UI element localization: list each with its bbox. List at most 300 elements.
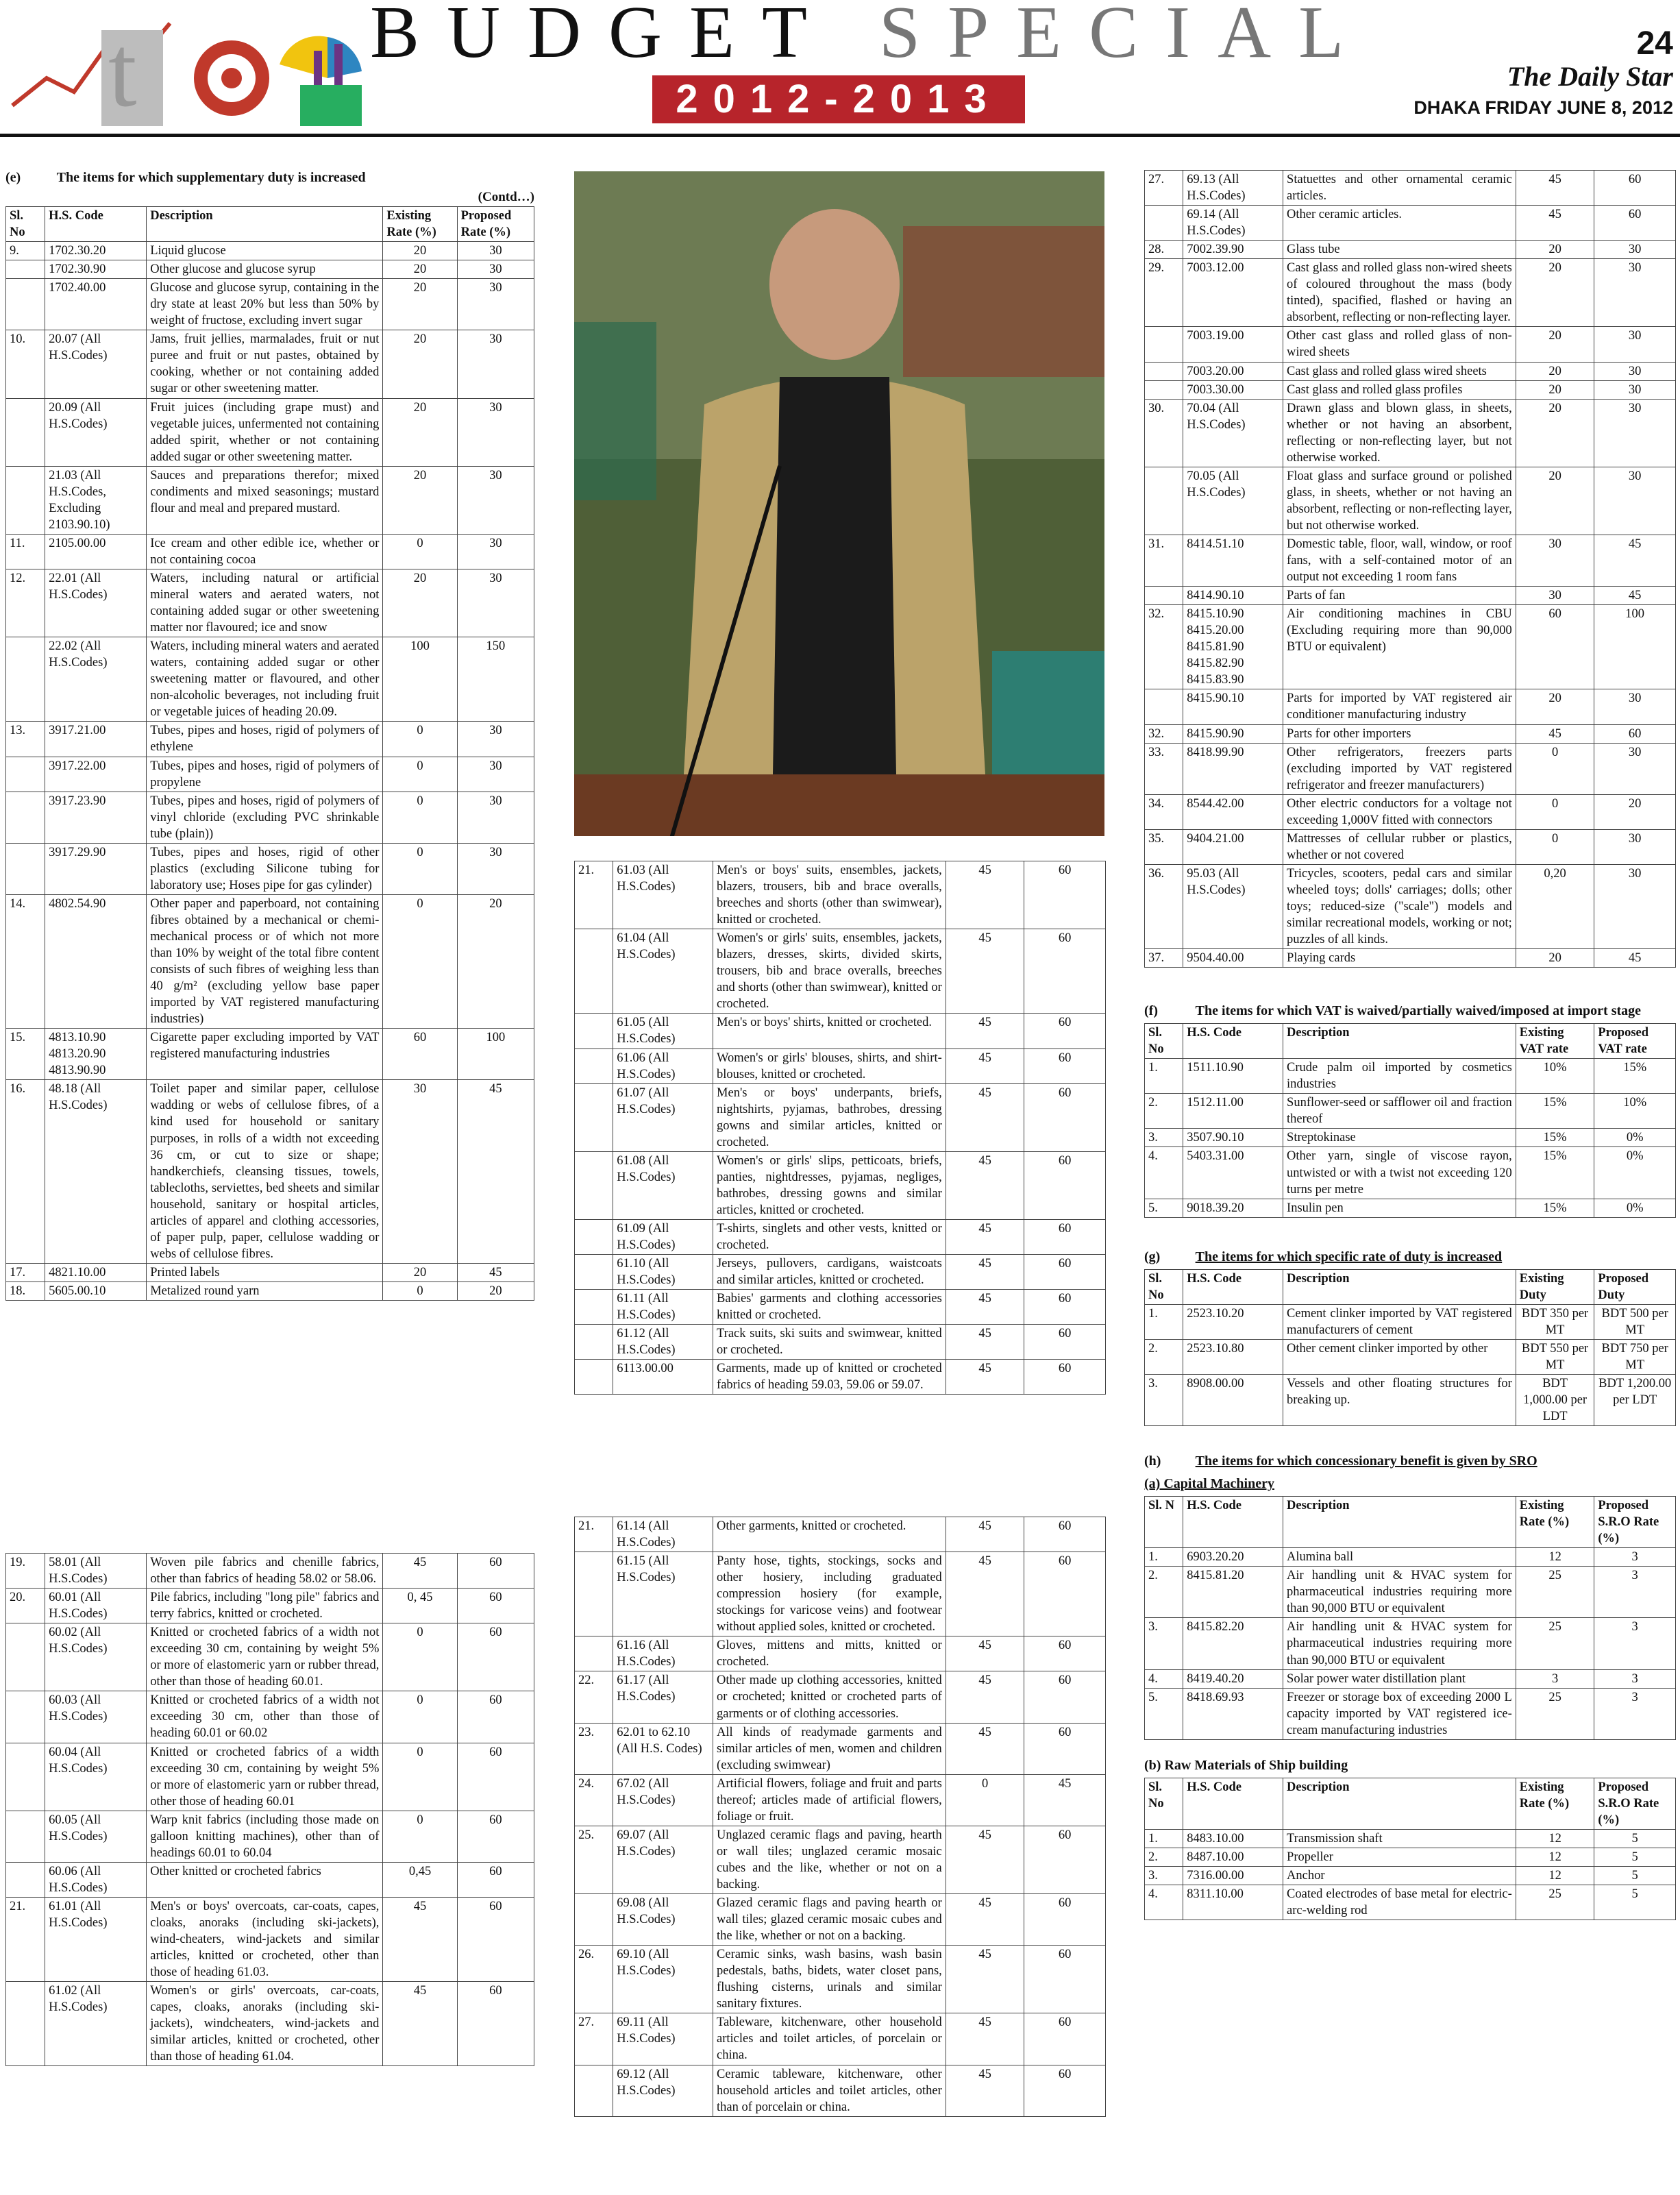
- description-cell: Jams, fruit jellies, marmalades, fruit or nut puree and fruit or nut pastes, obtained by cooking, whether or not containing added sugar or other sweetening matter.: [147, 330, 383, 398]
- serial-cell: [575, 1290, 613, 1325]
- hs-code-cell: 22.02 (All H.S.Codes): [45, 637, 147, 722]
- table-row: [1145, 743, 1676, 794]
- hs-code-cell: 69.13 (All H.S.Codes): [1183, 171, 1283, 206]
- serial-cell: [6, 466, 45, 534]
- page-number: 24: [1636, 25, 1673, 62]
- existing-rate-cell: 20: [383, 569, 457, 637]
- proposed-rate-cell: 60: [1594, 724, 1676, 743]
- hs-code-cell: 69.12 (All H.S.Codes): [613, 2065, 713, 2116]
- description-cell: Unglazed ceramic flags and paving, hearth or wall tiles; unglazed ceramic mosaic cubes and the like, whether or not on a backing.: [713, 1826, 946, 1893]
- proposed-rate-cell: 60: [457, 1897, 534, 1981]
- serial-cell: [575, 1083, 613, 1151]
- serial-cell: 1.: [1145, 1548, 1183, 1567]
- serial-cell: 5.: [1145, 1688, 1183, 1739]
- description-cell: Coated electrodes of base metal for electric-arc-welding rod: [1283, 1885, 1516, 1920]
- masthead: [0, 0, 1680, 137]
- hs-code-cell: 60.03 (All H.S.Codes): [45, 1691, 147, 1743]
- serial-cell: [1145, 689, 1183, 724]
- proposed-rate-cell: 0%: [1594, 1199, 1676, 1217]
- hs-code-cell: 5403.31.00: [1183, 1147, 1283, 1199]
- existing-rate-cell: 15%: [1516, 1199, 1594, 1217]
- hs-code-cell: 8311.10.00: [1183, 1885, 1283, 1920]
- hs-code-cell: 61.12 (All H.S.Codes): [613, 1325, 713, 1360]
- proposed-rate-cell: BDT 1,200.00 per LDT: [1594, 1374, 1676, 1425]
- table-row: [1145, 380, 1676, 399]
- table-row: [575, 1151, 1106, 1219]
- existing-rate-cell: 20: [383, 330, 457, 398]
- proposed-rate-cell: 30: [457, 722, 534, 757]
- proposed-rate-cell: 60: [457, 1811, 534, 1862]
- proposed-rate-cell: 60: [1024, 2065, 1106, 2116]
- proposed-rate-cell: 45: [457, 1263, 534, 1282]
- hs-code-cell: 8414.90.10: [1183, 587, 1283, 605]
- table-row: [575, 2013, 1106, 2065]
- table-row: [1145, 1669, 1676, 1688]
- description-cell: Other cast glass and rolled glass of non-wired sheets: [1283, 327, 1516, 362]
- description-cell: Cement clinker imported by VAT registered manufacturers of cement: [1283, 1304, 1516, 1339]
- table-row: [6, 1554, 534, 1589]
- hs-code-cell: 4802.54.90: [45, 894, 147, 1028]
- description-cell: Panty hose, tights, stockings, socks and other hosiery, including graduated compression hosiery (for example, stockings for varicose veins) and footwear without applied soles, knitted or crocheted.: [713, 1552, 946, 1636]
- table-row: [575, 1325, 1106, 1360]
- description-cell: Glazed ceramic flags and paving hearth or wall tiles; glazed ceramic mosaic cubes and the like, whether or not on a backing.: [713, 1894, 946, 1946]
- description-cell: Sunflower-seed or safflower oil and fraction thereof: [1283, 1094, 1516, 1129]
- serial-cell: 19.: [6, 1554, 45, 1589]
- hs-code-cell: 8483.10.00: [1183, 1829, 1283, 1848]
- table-header-row: [1145, 1024, 1676, 1059]
- column-header: Sl. No: [1145, 1269, 1183, 1304]
- table-row: [1145, 535, 1676, 586]
- proposed-rate-cell: 30: [1594, 829, 1676, 864]
- proposed-rate-cell: 5: [1594, 1848, 1676, 1866]
- hs-code-cell: 2105.00.00: [45, 534, 147, 569]
- proposed-rate-cell: 45: [1024, 1774, 1106, 1826]
- existing-rate-cell: 45: [946, 1894, 1024, 1946]
- serial-cell: [6, 792, 45, 843]
- dateline: DHAKA FRIDAY JUNE 8, 2012: [1413, 97, 1673, 118]
- proposed-rate-cell: 5: [1594, 1829, 1676, 1848]
- hs-code-cell: 7003.20.00: [1183, 362, 1283, 380]
- serial-cell: [575, 1151, 613, 1219]
- hs-code-cell: 48.18 (All H.S.Codes): [45, 1080, 147, 1264]
- existing-rate-cell: 15%: [1516, 1094, 1594, 1129]
- table-row: [575, 861, 1106, 929]
- left-column: [5, 170, 534, 1301]
- description-cell: Men's or boys' shirts, knitted or crocheted.: [713, 1014, 946, 1049]
- existing-rate-cell: 0: [383, 894, 457, 1028]
- proposed-rate-cell: 60: [1024, 1049, 1106, 1083]
- table-row: [6, 1862, 534, 1897]
- existing-rate-cell: 15%: [1516, 1129, 1594, 1147]
- description-cell: Knitted or crocheted fabrics of a width not exceeding 30 cm, other than those of heading 60.01 or 60.02: [147, 1691, 383, 1743]
- hs-code-cell: 1702.40.00: [45, 279, 147, 330]
- hs-code-cell: 9018.39.20: [1183, 1199, 1283, 1217]
- budget-word: BUDGET: [370, 0, 834, 73]
- hs-code-cell: 61.02 (All H.S.Codes): [45, 1982, 147, 2066]
- description-cell: Gloves, mittens and mitts, knitted or crocheted.: [713, 1636, 946, 1671]
- table-row: [575, 1552, 1106, 1636]
- proposed-rate-cell: 60: [1024, 1255, 1106, 1290]
- column-header: Description: [147, 207, 383, 242]
- table-row: [6, 1589, 534, 1623]
- hs-code-cell: 7003.12.00: [1183, 259, 1283, 327]
- column-header: H.S. Code: [1183, 1778, 1283, 1829]
- existing-rate-cell: 20: [1516, 949, 1594, 968]
- hs-code-cell: 4821.10.00: [45, 1263, 147, 1282]
- proposed-rate-cell: 60: [1024, 1946, 1106, 2013]
- existing-rate-cell: 45: [946, 929, 1024, 1014]
- serial-cell: 36.: [1145, 864, 1183, 948]
- table-row: [6, 843, 534, 894]
- existing-rate-cell: 45: [946, 1325, 1024, 1360]
- description-cell: Solar power water distillation plant: [1283, 1669, 1516, 1688]
- description-cell: Men's or boys' overcoats, car-coats, capes, cloaks, anoraks (including ski-jackets), wind-cheaters, wind-jackets and similar articles, knitted or crocheted, other than those of heading 61.03.: [147, 1897, 383, 1981]
- serial-cell: 35.: [1145, 829, 1183, 864]
- existing-rate-cell: 45: [946, 2013, 1024, 2065]
- description-cell: Playing cards: [1283, 949, 1516, 968]
- existing-rate-cell: 20: [1516, 467, 1594, 535]
- serial-cell: 15.: [6, 1029, 45, 1080]
- table-row: [1145, 1567, 1676, 1618]
- table-row: [575, 1014, 1106, 1049]
- table-row: [575, 1290, 1106, 1325]
- serial-cell: 16.: [6, 1080, 45, 1264]
- existing-rate-cell: 10%: [1516, 1059, 1594, 1094]
- table-row: [575, 1723, 1106, 1774]
- description-cell: Waters, including natural or artificial mineral waters and aerated waters, not containing added sugar or other sweetening matter nor flavoured; ice and snow: [147, 569, 383, 637]
- duty-table: [5, 206, 534, 1301]
- hs-code-cell: 61.06 (All H.S.Codes): [613, 1049, 713, 1083]
- table-row: [575, 1255, 1106, 1290]
- hs-code-cell: 8415.10.90 8415.20.00 8415.81.90 8415.82.90 8415.83.90: [1183, 605, 1283, 689]
- existing-rate-cell: 30: [1516, 535, 1594, 586]
- table-header-row: [1145, 1269, 1676, 1304]
- existing-rate-cell: BDT 350 per MT: [1516, 1304, 1594, 1339]
- description-cell: T-shirts, singlets and other vests, knitted or crocheted.: [713, 1219, 946, 1254]
- serial-cell: 3.: [1145, 1129, 1183, 1147]
- description-cell: Women's or girls' overcoats, car-coats, capes, cloaks, anoraks (including ski-jackets), windcheaters, wind-jackets and similar articles, knitted or crocheted, other than those of heading 61.04.: [147, 1982, 383, 2066]
- table-row: [6, 330, 534, 398]
- serial-cell: 2.: [1145, 1339, 1183, 1374]
- hs-code-cell: 61.14 (All H.S.Codes): [613, 1517, 713, 1552]
- serial-cell: [6, 843, 45, 894]
- table-row: [1145, 1147, 1676, 1199]
- column-header: Proposed S.R.O Rate (%): [1594, 1778, 1676, 1829]
- existing-rate-cell: 45: [946, 1049, 1024, 1083]
- table-row: [1145, 1866, 1676, 1885]
- proposed-rate-cell: 60: [1024, 2013, 1106, 2065]
- existing-rate-cell: 60: [1516, 605, 1594, 689]
- existing-rate-cell: 0: [1516, 743, 1594, 794]
- table-row: [1145, 362, 1676, 380]
- column-header: Sl. N: [1145, 1497, 1183, 1548]
- proposed-rate-cell: 30: [1594, 467, 1676, 535]
- serial-cell: 17.: [6, 1263, 45, 1282]
- existing-rate-cell: 0: [383, 1282, 457, 1300]
- description-cell: All kinds of readymade garments and similar articles of men, women and children (excluding swimwear): [713, 1723, 946, 1774]
- column-header: Existing Rate (%): [1516, 1778, 1594, 1829]
- description-cell: Other yarn, single of viscose rayon, untwisted or with a twist not exceeding 120 turns per metre: [1283, 1147, 1516, 1199]
- serial-cell: [1145, 327, 1183, 362]
- serial-cell: 21.: [575, 1517, 613, 1552]
- proposed-rate-cell: BDT 500 per MT: [1594, 1304, 1676, 1339]
- serial-cell: 3.: [1145, 1618, 1183, 1669]
- description-cell: Other knitted or crocheted fabrics: [147, 1862, 383, 1897]
- proposed-rate-cell: 30: [457, 242, 534, 260]
- proposed-rate-cell: 30: [457, 757, 534, 792]
- section-title: The items for which concessionary benefit is given by SRO: [1195, 1454, 1537, 1469]
- hs-code-cell: 3917.21.00: [45, 722, 147, 757]
- newspaper-name: The Daily Star: [1507, 61, 1673, 92]
- table-row: [1145, 171, 1676, 206]
- proposed-rate-cell: 20: [457, 894, 534, 1028]
- proposed-rate-cell: 60: [1024, 1219, 1106, 1254]
- existing-rate-cell: 0: [383, 757, 457, 792]
- duty-table: [5, 1553, 534, 2066]
- hs-code-cell: 60.06 (All H.S.Codes): [45, 1862, 147, 1897]
- hs-code-cell: 20.09 (All H.S.Codes): [45, 398, 147, 466]
- serial-cell: 37.: [1145, 949, 1183, 968]
- description-cell: Mattresses of cellular rubber or plastics, whether or not covered: [1283, 829, 1516, 864]
- table-row: [1145, 1094, 1676, 1129]
- hs-code-cell: 61.05 (All H.S.Codes): [613, 1014, 713, 1049]
- table-row: [575, 1049, 1106, 1083]
- existing-rate-cell: 45: [946, 1083, 1024, 1151]
- table-row: [6, 1897, 534, 1981]
- serial-cell: 13.: [6, 722, 45, 757]
- table-row: [1145, 467, 1676, 535]
- description-cell: Air handling unit & HVAC system for pharmaceutical industries requiring more than 90,000 BTU or equivalent: [1283, 1567, 1516, 1618]
- proposed-rate-cell: 60: [457, 1982, 534, 2066]
- proposed-rate-cell: 100: [457, 1029, 534, 1080]
- column-header: Proposed S.R.O Rate (%): [1594, 1497, 1676, 1548]
- proposed-rate-cell: 30: [1594, 327, 1676, 362]
- hs-code-cell: 61.07 (All H.S.Codes): [613, 1083, 713, 1151]
- existing-rate-cell: 0: [383, 1623, 457, 1691]
- serial-cell: 4.: [1145, 1147, 1183, 1199]
- existing-rate-cell: 45: [946, 1219, 1024, 1254]
- serial-cell: 14.: [6, 894, 45, 1028]
- description-cell: Other garments, knitted or crocheted.: [713, 1517, 946, 1552]
- table-row: [6, 1080, 534, 1264]
- existing-rate-cell: 20: [1516, 362, 1594, 380]
- section-title: The items for which VAT is waived/partially waived/imposed at import stage: [1195, 1003, 1642, 1019]
- hs-code-cell: 21.03 (All H.S.Codes, Excluding 2103.90.10): [45, 466, 147, 534]
- existing-rate-cell: 20: [383, 260, 457, 279]
- column-header: Proposed Duty: [1594, 1269, 1676, 1304]
- description-cell: Other electric conductors for a voltage not exceeding 1,000V fitted with connectors: [1283, 794, 1516, 829]
- description-cell: Waters, including mineral waters and aerated waters, containing added sugar or other sweetening matter or flavoured, and other non-alcoholic beverages, not including fruit or vegetable juices of heading 20.09.: [147, 637, 383, 722]
- proposed-rate-cell: 30: [1594, 864, 1676, 948]
- proposed-rate-cell: 5: [1594, 1866, 1676, 1885]
- proposed-rate-cell: 45: [1594, 535, 1676, 586]
- proposed-rate-cell: 3: [1594, 1688, 1676, 1739]
- description-cell: Cigarette paper excluding imported by VAT registered manufacturing industries: [147, 1029, 383, 1080]
- serial-cell: 1.: [1145, 1059, 1183, 1094]
- existing-rate-cell: 45: [946, 1014, 1024, 1049]
- proposed-rate-cell: 30: [1594, 399, 1676, 467]
- section-title: The items for which specific rate of duty is increased: [1195, 1249, 1503, 1264]
- proposed-rate-cell: 60: [457, 1623, 534, 1691]
- hs-code-cell: 3917.29.90: [45, 843, 147, 894]
- proposed-rate-cell: 0%: [1594, 1129, 1676, 1147]
- serial-cell: 1.: [1145, 1829, 1183, 1848]
- column-header: Description: [1283, 1024, 1516, 1059]
- duty-table: [574, 1517, 1106, 2117]
- table-row: [1145, 241, 1676, 259]
- sro-table: [1144, 1778, 1676, 1920]
- existing-rate-cell: 45: [946, 1826, 1024, 1893]
- serial-cell: [6, 1623, 45, 1691]
- hs-code-cell: 60.01 (All H.S.Codes): [45, 1589, 147, 1623]
- existing-rate-cell: 0: [946, 1774, 1024, 1826]
- proposed-rate-cell: 30: [1594, 259, 1676, 327]
- existing-rate-cell: 45: [946, 1151, 1024, 1219]
- existing-rate-cell: 45: [946, 2065, 1024, 2116]
- column-header: Existing VAT rate: [1516, 1024, 1594, 1059]
- description-cell: Toilet paper and similar paper, cellulose wadding or webs of cellulose fibres, of a kind used for household or sanitary purposes, in rolls of a width not exceeding 36 cm, or cut to size or shape; handkerchiefs, cleansing tissues, towels, tablecloths, serviettes, bed sheets and similar household, sanitary or hospital articles, articles of apparel and clothing accessories, of paper pulp, paper, cellulose wadding or webs of cellulose fibres.: [147, 1080, 383, 1264]
- description-cell: Printed labels: [147, 1263, 383, 1282]
- proposed-rate-cell: 150: [457, 637, 534, 722]
- serial-cell: [1145, 467, 1183, 535]
- proposed-rate-cell: 60: [1024, 1517, 1106, 1552]
- existing-rate-cell: 12: [1516, 1829, 1594, 1848]
- hs-code-cell: 8418.69.93: [1183, 1688, 1283, 1739]
- serial-cell: [6, 757, 45, 792]
- existing-rate-cell: 45: [946, 861, 1024, 929]
- table-row: [1145, 1059, 1676, 1094]
- serial-cell: [6, 637, 45, 722]
- table-row: [6, 242, 534, 260]
- column-header: Sl. No: [1145, 1024, 1183, 1059]
- description-cell: Propeller: [1283, 1848, 1516, 1866]
- proposed-rate-cell: 20: [1594, 794, 1676, 829]
- serial-cell: [575, 2065, 613, 2116]
- serial-cell: 30.: [1145, 399, 1183, 467]
- table-row: [6, 1691, 534, 1743]
- description-cell: Ice cream and other edible ice, whether or not containing cocoa: [147, 534, 383, 569]
- description-cell: Ceramic sinks, wash basins, wash basin pedestals, baths, bidets, water closet pans, flushing cisterns, urinals and similar sanitary fixtures.: [713, 1946, 946, 2013]
- table-row: [6, 260, 534, 279]
- hs-code-cell: 8418.99.90: [1183, 743, 1283, 794]
- existing-rate-cell: 25: [1516, 1567, 1594, 1618]
- proposed-rate-cell: 60: [1024, 1636, 1106, 1671]
- proposed-rate-cell: 20: [457, 1282, 534, 1300]
- proposed-rate-cell: 5: [1594, 1885, 1676, 1920]
- description-cell: Air conditioning machines in CBU (Excluding requiring more than 90,000 BTU or equivalent): [1283, 605, 1516, 689]
- description-cell: Parts for imported by VAT registered air conditioner manufacturing industry: [1283, 689, 1516, 724]
- column-header: H.S. Code: [45, 207, 147, 242]
- serial-cell: 2.: [1145, 1567, 1183, 1618]
- serial-cell: [575, 1014, 613, 1049]
- hs-code-cell: 69.11 (All H.S.Codes): [613, 2013, 713, 2065]
- hs-code-cell: 61.04 (All H.S.Codes): [613, 929, 713, 1014]
- existing-rate-cell: 45: [383, 1554, 457, 1589]
- description-cell: Tubes, pipes and hoses, rigid of polymers of ethylene: [147, 722, 383, 757]
- hs-code-cell: 8908.00.00: [1183, 1374, 1283, 1425]
- table-row: [575, 1894, 1106, 1946]
- existing-rate-cell: 45: [946, 1360, 1024, 1395]
- proposed-rate-cell: 3: [1594, 1618, 1676, 1669]
- serial-cell: 22.: [575, 1671, 613, 1723]
- description-cell: Glucose and glucose syrup, containing in the dry state at least 20% but less than 50% by weight of fructose, excluding invert sugar: [147, 279, 383, 330]
- proposed-rate-cell: 60: [457, 1554, 534, 1589]
- hs-code-cell: 3507.90.10: [1183, 1129, 1283, 1147]
- table-row: [6, 1282, 534, 1300]
- column-header: Existing Rate (%): [383, 207, 457, 242]
- existing-rate-cell: 0: [1516, 794, 1594, 829]
- description-cell: Parts of fan: [1283, 587, 1516, 605]
- table-row: [1145, 327, 1676, 362]
- description-cell: Other ceramic articles.: [1283, 206, 1516, 241]
- description-cell: Tubes, pipes and hoses, rigid of other plastics (excluding Silicone tubing for laboratory use; Hoses pipe for gas cylinder): [147, 843, 383, 894]
- table-row: [6, 894, 534, 1028]
- existing-rate-cell: BDT 1,000.00 per LDT: [1516, 1374, 1594, 1425]
- table-row: [6, 1982, 534, 2066]
- finance-minister-photo: [574, 171, 1104, 836]
- proposed-rate-cell: 60: [457, 1691, 534, 1743]
- section-label: (h): [1144, 1454, 1161, 1469]
- hs-code-cell: 22.01 (All H.S.Codes): [45, 569, 147, 637]
- proposed-rate-cell: 30: [457, 466, 534, 534]
- hs-code-cell: 61.16 (All H.S.Codes): [613, 1636, 713, 1671]
- serial-cell: 28.: [1145, 241, 1183, 259]
- serial-cell: 1.: [1145, 1304, 1183, 1339]
- description-cell: Track suits, ski suits and swimwear, knitted or crocheted.: [713, 1325, 946, 1360]
- speaker-photo-image: [574, 171, 1104, 836]
- description-cell: Pile fabrics, including "long pile" fabrics and terry fabrics, knitted or crocheted.: [147, 1589, 383, 1623]
- existing-rate-cell: 45: [946, 1290, 1024, 1325]
- budget-special-title: [370, 0, 1372, 73]
- section-title: The items for which supplementary duty is increased: [56, 170, 366, 185]
- hs-code-cell: 4813.10.90 4813.20.90 4813.90.90: [45, 1029, 147, 1080]
- table-row: [1145, 1199, 1676, 1217]
- hs-code-cell: 61.01 (All H.S.Codes): [45, 1897, 147, 1981]
- proposed-rate-cell: 30: [457, 398, 534, 466]
- proposed-rate-cell: 15%: [1594, 1059, 1676, 1094]
- hs-code-cell: 60.04 (All H.S.Codes): [45, 1743, 147, 1811]
- section-label: (e): [5, 170, 21, 185]
- existing-rate-cell: 45: [946, 1517, 1024, 1552]
- existing-rate-cell: 0,20: [1516, 864, 1594, 948]
- description-cell: Statuettes and other ornamental ceramic articles.: [1283, 171, 1516, 206]
- existing-rate-cell: 3: [1516, 1669, 1594, 1688]
- table-row: [1145, 1374, 1676, 1425]
- table-row: [1145, 206, 1676, 241]
- hs-code-cell: 3917.22.00: [45, 757, 147, 792]
- serial-cell: 2.: [1145, 1848, 1183, 1866]
- hs-code-cell: 9504.40.00: [1183, 949, 1283, 968]
- existing-rate-cell: 45: [383, 1897, 457, 1981]
- special-word: SPECIAL: [879, 0, 1372, 73]
- table-row: [575, 929, 1106, 1014]
- hs-code-cell: 1511.10.90: [1183, 1059, 1283, 1094]
- description-cell: Parts for other importers: [1283, 724, 1516, 743]
- existing-rate-cell: 45: [946, 1723, 1024, 1774]
- table-row: [575, 1083, 1106, 1151]
- description-cell: Cast glass and rolled glass profiles: [1283, 380, 1516, 399]
- proposed-rate-cell: 30: [457, 843, 534, 894]
- hs-code-cell: 70.05 (All H.S.Codes): [1183, 467, 1283, 535]
- existing-rate-cell: 20: [383, 242, 457, 260]
- existing-rate-cell: 0: [383, 1691, 457, 1743]
- serial-cell: 32.: [1145, 605, 1183, 689]
- existing-rate-cell: 0: [383, 1743, 457, 1811]
- column-header: Proposed VAT rate: [1594, 1024, 1676, 1059]
- table-row: [575, 1360, 1106, 1395]
- description-cell: Float glass and surface ground or polished glass, in sheets, whether or not having an absorbent, reflecting or non-reflecting layer, but not otherwise worked.: [1283, 467, 1516, 535]
- existing-rate-cell: 15%: [1516, 1147, 1594, 1199]
